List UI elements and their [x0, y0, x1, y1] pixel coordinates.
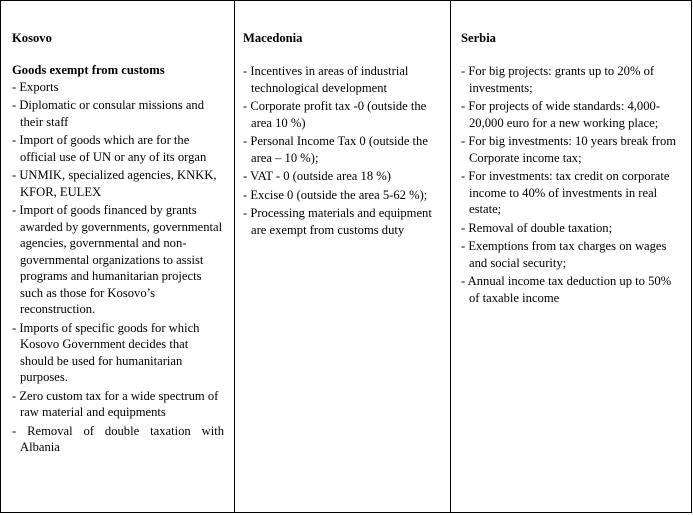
- macedonia-list: [243, 63, 440, 240]
- column-header-serbia: Serbia: [461, 31, 496, 45]
- list-item: - For projects of wide standards: 4,000-20,000 euro for a new working place;: [461, 99, 661, 130]
- list-item: - Corporate profit tax -0 (outside the area 10 %): [243, 99, 427, 130]
- list-item: - For big investments: 10 years break from Corporate income tax;: [461, 134, 677, 165]
- list-item: - Personal Income Tax 0 (outside the area – 10 %);: [243, 134, 428, 165]
- list-item: - For big projects: grants up to 20% of investments;: [461, 64, 655, 95]
- column-header-kosovo: Kosovo: [12, 31, 52, 45]
- list-item: - For investments: tax credit on corporate income to 40% of investments in real estate;: [461, 169, 670, 216]
- subheader-goods-exempt: Goods exempt from customs: [12, 63, 165, 77]
- list-item: - VAT - 0 (outside area 18 %): [243, 169, 391, 183]
- list-item: - Exports: [12, 79, 59, 94]
- list-item: - Annual income tax deduction up to 50% of taxable income: [461, 274, 672, 305]
- column-header-macedonia: Macedonia: [243, 31, 303, 45]
- list-item: - Processing materials and equipment are exempt from customs duty: [243, 206, 432, 237]
- list-item: - Exemptions from tax charges on wages and social security;: [461, 239, 667, 270]
- list-item: - Import of goods financed by grants awarded by governments, governmental agencies, governmental and non-governmental organizations to assist programs and humanitarian projects such as those for Kosovo’s reconstruction.: [12, 203, 223, 316]
- list-item: - Zero custom tax for a wide spectrum of raw material and equipments: [12, 388, 219, 419]
- list-item: - Excise 0 (outside the area 5-62 %);: [243, 187, 428, 202]
- column-kosovo: [1, 1, 234, 512]
- kosovo-list: [12, 79, 224, 458]
- list-item: - Diplomatic or consular missions and their staff: [12, 98, 205, 129]
- list-item: - Incentives in areas of industrial technological development: [243, 64, 409, 95]
- column-serbia: [450, 1, 691, 512]
- list-item: - Import of goods which are for the official use of UN or any of its organ: [12, 133, 207, 164]
- list-item: - Imports of specific goods for which Kosovo Government decides that should be used for humanitarian purposes.: [12, 320, 200, 384]
- serbia-list: [461, 63, 681, 308]
- list-item: - Removal of double taxation;: [461, 220, 613, 235]
- list-item: - UNMIK, specialized agencies, KNKK, KFOR, EULEX: [12, 168, 217, 199]
- list-item: - Removal of double taxation with Albania: [12, 423, 224, 454]
- column-macedonia: [234, 1, 450, 512]
